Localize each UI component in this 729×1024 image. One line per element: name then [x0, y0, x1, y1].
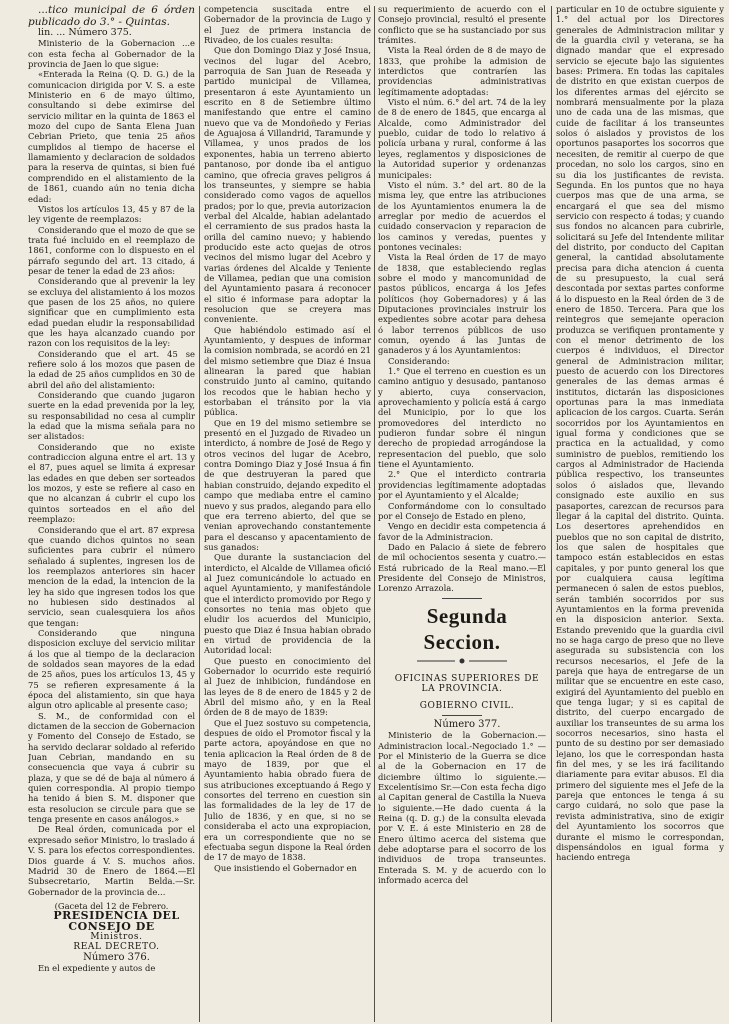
paragraph: Vista la Real órden de 8 de mayo de 1833, que prohibe la admision de interdictos que contraríen las providencias administrativas legítimamente adoptadas: — [378, 45, 546, 97]
column-rule — [374, 6, 375, 1022]
paragraph: particular en 10 de octubre siguiente y 1.° del actual por los Directores generales de Administracion militar y de la guardia civil y veterana, se ha dignado mandar que el expresado servicio se ejecute bajo las siguientes bases: Primera. En todas las capitales de distrito en que existan cuerpos de los diferentes armas del ejército se nombrará mensualmente por la plaza uno de cada una de las mismas, que cuide de facilitar á los transeuntes solos ó aislados y provistos de los oportunos pasaportes los socorros que necesiten, de remitir al cuerpo de que procedan, no solo los cargos, sino en su dia los justificantes de revista. Segunda. En los puntos que no haya cuerpos mas que de una arma, se encargará el que sea del mismo servicio con respecto á todas; y cuando sus fondos no alcancen para cubrirle, solicitará su Jefe del Intendente militar del distrito, por conducto del Capitan general, la cantidad absolutamente precisa para dicha atencion á cuenta de su presupuesto, la cual será descontada por sextas partes conforme á lo dispuesto en la Real órden de 3 de enero de 1850. Tercera. Para que los reintegros que semejante operacion produzca se verifiquen prontamente y con el menor detrimento de los cuerpos é individuos, el Director general de Administracion militar, puesto de acuerdo con los Directores generales de las demas armas é institutos, dictarán las disposiciones oportunas para la mas inmediata aplicacion de los cargos. Cuarta. Serán socorridos por los Ayuntamientos en igual forma y condiciones que se practica en la actualidad, y como suministro de pueblos, remitiendo los cargos al Administrador de Hacienda pública respectivo, los transeuntes solos ó aislados que, llevando consignado este auxilio en sus pasaportes, carezcan de recursos para llegar á la capital del distrito. Quinta. Los desertores aprehendidos en pueblos que no son capital de distrito, los que salen de hospitales que tampoco están establecidos en estas capitales, y por punto general los que por cualquiera causa legítima permanecen ó salen de estos pueblos, serán también socorridos por sus Ayuntamientos en la forma prevenida en la disposicion anterior. Sexta. Estando prevenido que la guardia civil no se haga cargo de preso que no lleve asegurada su subsistencia con los recursos necesarios, el Jefe de la pareja que haya de entregarse de un militar que se encuentre en este caso, exigirá del Ayuntamiento del pueblo en que tenga lugar; y si es capital de distrito, del cuerpo encargado de auxiliar los transeuntes de su arma los socorros necesarios, sino hasta el punto de su destino por ser demasiado lejano, los que le correspondan hasta fin del mes, y se les irá facilitando diariamente para evitar abusos. El dia primero del siguiente mes el Jefe de la pareja que entonces le tenga á su cargo cuidará, no solo que pase la revista administrativa, sino de exigir del Ayuntamiento los socorros que durante el mismo le correspondan, dispensándolos en igual forma y haciendo entrega — [556, 4, 724, 863]
numero-376: Número 376. — [83, 951, 150, 963]
paragraph: S. M., de conformidad con el dictamen de la seccion de Gobernacion y Fomento del Consejo de Estado, se ha servido declarar soldado al referido Juan Cebrian, mandando en su consecuencia que vaya á cubrir su plaza, y que se dé de baja al número á quien correspondia. Al propio tiempo ha tenido á bien S. M. disponer que esta resolucion se circule para que se tenga presente en casos análogos.» — [28, 710, 195, 825]
column-2 — [204, 4, 371, 1024]
section-title: Segunda Seccion. — [423, 603, 508, 654]
paragraph: Considerando que al prevenir la ley se excluya del alistamiento á los mozos que pasen de los 25 años, no quiere significar que en cumplimiento esta edad puedan eludir la responsabilidad que les haya alcanzado cuando por razon con los requisitos de la ley: — [28, 276, 195, 349]
paragraph: Dado en Palacio á siete de febrero de mil ochocientos sesenta y cuatro.—Está rubricado de la Real mano.—El Presidente del Consejo de Ministros, Lorenzo Arrazola. — [378, 541, 546, 594]
paragraph: Vistos los artículos 13, 45 y 87 de la ley vigente de reemplazos: — [28, 203, 195, 225]
paragraph: Visto el núm. 3.° del art. 80 de la misma ley, que entre las atribuciones de los Ayuntamientos enumera la de arreglar por medio de acuerdos el cuidado conservacion y reparacion de los caminos y veredas, puentes y pontones vecinales: — [378, 179, 546, 252]
paragraph: Considerando que el art. 87 expresa que cuando dichos quintos no sean suficientes para cubrir el número señalado á suplentes, ingresen los de los reemplazos anteriores sin hacer mencion de la edad, la intencion de la ley ha sido que ingresen todos los que no hubiesen sido destinados al servicio, sean cualesquiera los años que tengan: — [28, 524, 195, 628]
divider — [442, 598, 482, 599]
paragraph: Que puesto en conocimiento del Gobernador lo ocurrido este requirió al Juez de inhibicion, fundándose en las leyes de 8 de enero de 1845 y 2 de Abril del mismo año, y en la Real órden de 8 de mayo de 1839: — [204, 655, 371, 718]
numero-377: Número 377. — [433, 718, 501, 730]
real-decreto: REAL DECRETO. — [73, 942, 160, 953]
paragraph: Que insistiendo el Gobernador en — [214, 862, 357, 873]
column-rule — [551, 6, 552, 1022]
paragraph: Considerando que no existe contradiccion alguna entre el art. 13 y el 87, pues aquel se limita á expresar las edades en que deben ser sorteados los mozos, y este se refiere al caso en que no alcanzan á cubrir el cupo los quintos sorteados en el año del reemplazo: — [28, 441, 195, 525]
paragraph: Conformándome con lo consultado por el Consejo de Estado en pleno, — [378, 500, 546, 521]
paragraph: Vengo en decidir esta competencia á favor de la Administracion. — [378, 521, 546, 542]
paragraph: Considerando que el art. 45 se refiere solo á los mozos que pasen de la edad de 25 años cumplidos en 30 de abril del año del alistamiento: — [28, 348, 195, 390]
paragraph: Ministerio de la Gobernacion ...e con esta fecha al Gobernador de la provincia de Jaen lo que sigue: — [28, 38, 195, 70]
paragraph: Que en 19 del mismo setiembre se presentó en el Juzgado de Rivadeo un interdicto, á nombre de José de Rego y otros vecinos del lugar de Acebro, contra Domingo Diaz y José Insua á fin de que destruyeran la pared que habian construido, dejando expedito el campo que mediaba entre el camino nuevo y sus prados, alegando para ello que era terreno abierto, del que se venian aprovechando constantemente para el descanso y apacentamiento de sus ganados: — [204, 417, 371, 552]
gaceta-note: (Gaceta del 12 de Febrero. — [54, 900, 169, 911]
paragraph: Considerando: — [388, 355, 450, 366]
oficinas-heading: OFICINAS SUPERIORES DE LA PROVINCIA. — [394, 673, 540, 695]
paragraph: «Enterada la Reina (Q. D. G.) de la comunicacion dirigida por V. S. a este Ministerio en 6 de mayo último, consultando si debe eximirse del servicio militar en la quinta de 1863 el mozo del cupo de Santa Elena Juan Cebrian Prieto, que tenia 25 años cumplidos al tiempo de hacerse el llamamiento y declaracion de soldados para la reserva de quintas, si bien fué comprendido en el alistamiento de la de 1861, cuando aún no tenia dicha edad: — [28, 69, 195, 204]
gobierno-heading: GOBIERNO CIVIL. — [419, 700, 515, 711]
column-1 — [28, 4, 195, 1024]
divider — [442, 715, 482, 716]
paragraph: 2.° Que el interdicto contraria providencias legítimamente adoptadas por el Ayuntamiento y el Alcalde; — [378, 469, 546, 501]
paragraph: Ministerio de la Gobernacion.—Administracion local.-Negociado 1.° —Por el Ministerio de la Guerra se dice al de la Gobernacion en 17 de diciembre último lo siguiente.—Excelentísimo Sr.—Con esta fecha digo al Capitan general de Castilla la Nueva lo siguiente.—He dado cuenta á la Reina (q. D. g.) de la consulta elevada por V. E. á este Ministerio en 28 de Enero último acerca del sistema que debe adoptarse para el socorro de los individuos de tropa transeuntes. Enterada S. M. y de acuerdo con lo informado acerca del — [378, 730, 546, 886]
ornament-divider — [378, 657, 546, 668]
paragraph: Que don Domingo Diaz y José Insua, vecinos del lugar del Acebro, parroquia de San Juan de Reseada y partido municipal de Villamea, presentaron á este Ayuntamiento un escrito en 8 de Setiembre último manifestando que entre el camino nuevo que va de Mondoñedo y Ferias de Aguajosa á Villandrid, Taramunde y Villamea, y unos prados de los exponentes, habia un terreno abierto pantanoso, por donde iba el antiguo camino, que ofrecia graves peligros á los transeuntes, y siempre se habia considerado como vagos de aquellos prados; por lo que, previa autorizacion verbal del Alcalde, habian adelantado el cerramiento de sus prados hasta la orilla del camino nuevo; y habiendo producido este acto quejas de otros vecinos del mismo lugar del Acebro y varias órdenes del Alcalde y Teniente de Villamea, pedian que una comision del Ayuntamiento pasara á reconocer el sitio é informase para adoptar la resolucion que se creyera mas conveniente. — [204, 45, 371, 325]
paragraph: Vista la Real órden de 17 de mayo de 1838, que estableciendo reglas sobre el modo y mancomunidad de pastos públicos, encarga á los Jefes políticos (hoy Gobernadores) y á las Diputaciones provinciales instruir los expedientes sobre acotar para dehesa ó labor terrenos públicos de uso comun, oyendo á las Juntas de ganaderos y á los Ayuntamientos: — [378, 252, 546, 356]
paragraph: Que habiéndolo estimado así el Ayuntamiento, y despues de informar la comision nombrada, se acordó en 21 del mismo setiembre que Diaz é Insua alinearan la pared que habian construido junto al camino, quitando los recodos que le habian hecho y estorbaban el tránsito por la via pública. — [204, 324, 371, 418]
paragraph: competencia suscitada entre el Gobernador de la provincia de Lugo y el Juez de primera instancia de Rivadeo, de los cuales resulta: — [204, 4, 371, 46]
paragraph: Considerando que cuando jugaron suerte en la edad prevenida por la ley, su responsabilidad no cesa al cumplir la edad que la misma señala para no ser alistados: — [28, 390, 195, 442]
column-rule — [199, 6, 200, 1022]
paragraph: su requerimiento de acuerdo con el Consejo provincial, resultó el presente conflicto que se ha sustanciado por sus trámites. — [378, 4, 546, 46]
column-4 — [556, 4, 724, 1024]
paragraph: De Real órden, comunicada por el expresado señor Ministro, lo traslado á V. S. para los efectos correspondientes. Dios guarde á V. S. muchos años. Madrid 30 de Enero de 1864.—El Subsecretario, Martin Belda.—Sr. Gobernador de la provincia de... — [28, 824, 195, 897]
top-note-2: lin. ... Número 375. — [38, 27, 132, 38]
paragraph: Considerando que el mozo de que se trata fué incluido en el reemplazo de 1861, conforme con lo dispuesto en el párrafo segundo del art. 13 citado, á pesar de tener la edad de 23 años: — [28, 224, 195, 276]
paragraph: Visto el núm. 6.° del art. 74 de la ley de 8 de enero de 1845, que encarga al Alcalde, como Administrador del pueblo, cuidar de todo lo relativo á policía urbana y rural, conforme á las leyes, reglamentos y disposiciones de la Autoridad superior y ordenanzas municipales: — [378, 97, 546, 180]
column-3 — [378, 4, 546, 1024]
paragraph: Que durante la sustanciacion del interdicto, el Alcalde de Villamea ofició al Juez comunicándole lo actuado en aquel Ayuntamiento, y manifestándole que el interdicto promovido por Rego y consortes no tenia mas objeto que eludir los acuerdos del Municipio, puesto que Diaz é Insua habian obrado en virtud de providencia de la Autoridad local: — [204, 552, 371, 656]
paragraph: En el expediente y autos de — [38, 962, 156, 973]
paragraph: Que el Juez sostuvo su competencia, despues de oido el Promotor fiscal y la parte actora, apoyándose en que no tenia aplicacion la Real órden de 8 de mayo de 1839, por que el Ayuntamiento habia obrado fuera de sus atribuciones exceptuando á Rego y consortes del terreno en cuestion sin las formalidades de la ley de 17 de Julio de 1836, y en que, si no se consideraba el acto una expropiacion, era un correspondiente que no se efectuaba segun dispone la Real órden de 17 de mayo de 1838. — [204, 717, 371, 863]
presidencia-sub: Ministros. — [90, 931, 143, 942]
top-note: ...tico municipal de 6 órden publicado do 3.° - Quintas. — [28, 4, 195, 28]
paragraph: 1.° Que el terreno en cuestion es un camino antiguo y desusado, pantanoso y abierto, cuya conservacion, aprovechamiento y policía está á cargo del Municipio, por lo que los promovedores del interdicto no pudieron fundar sobre él ningun derecho de propiedad arrogándose la representacion del pueblo, que solo tiene el Ayuntamiento. — [378, 366, 546, 470]
paragraph: Considerando que ninguna disposicion excluye del servicio militar á los que al tiempo de la declaracion de soldados sean mayores de la edad de 25 años, pues los artículos 13, 45 y 75 se refieren expresamente á la época del alistamiento, sin que haya algun otro aplicable al presente caso; — [28, 627, 195, 711]
presidencia-title: PRESIDENCIA DEL CONSEJO DE — [53, 909, 180, 933]
